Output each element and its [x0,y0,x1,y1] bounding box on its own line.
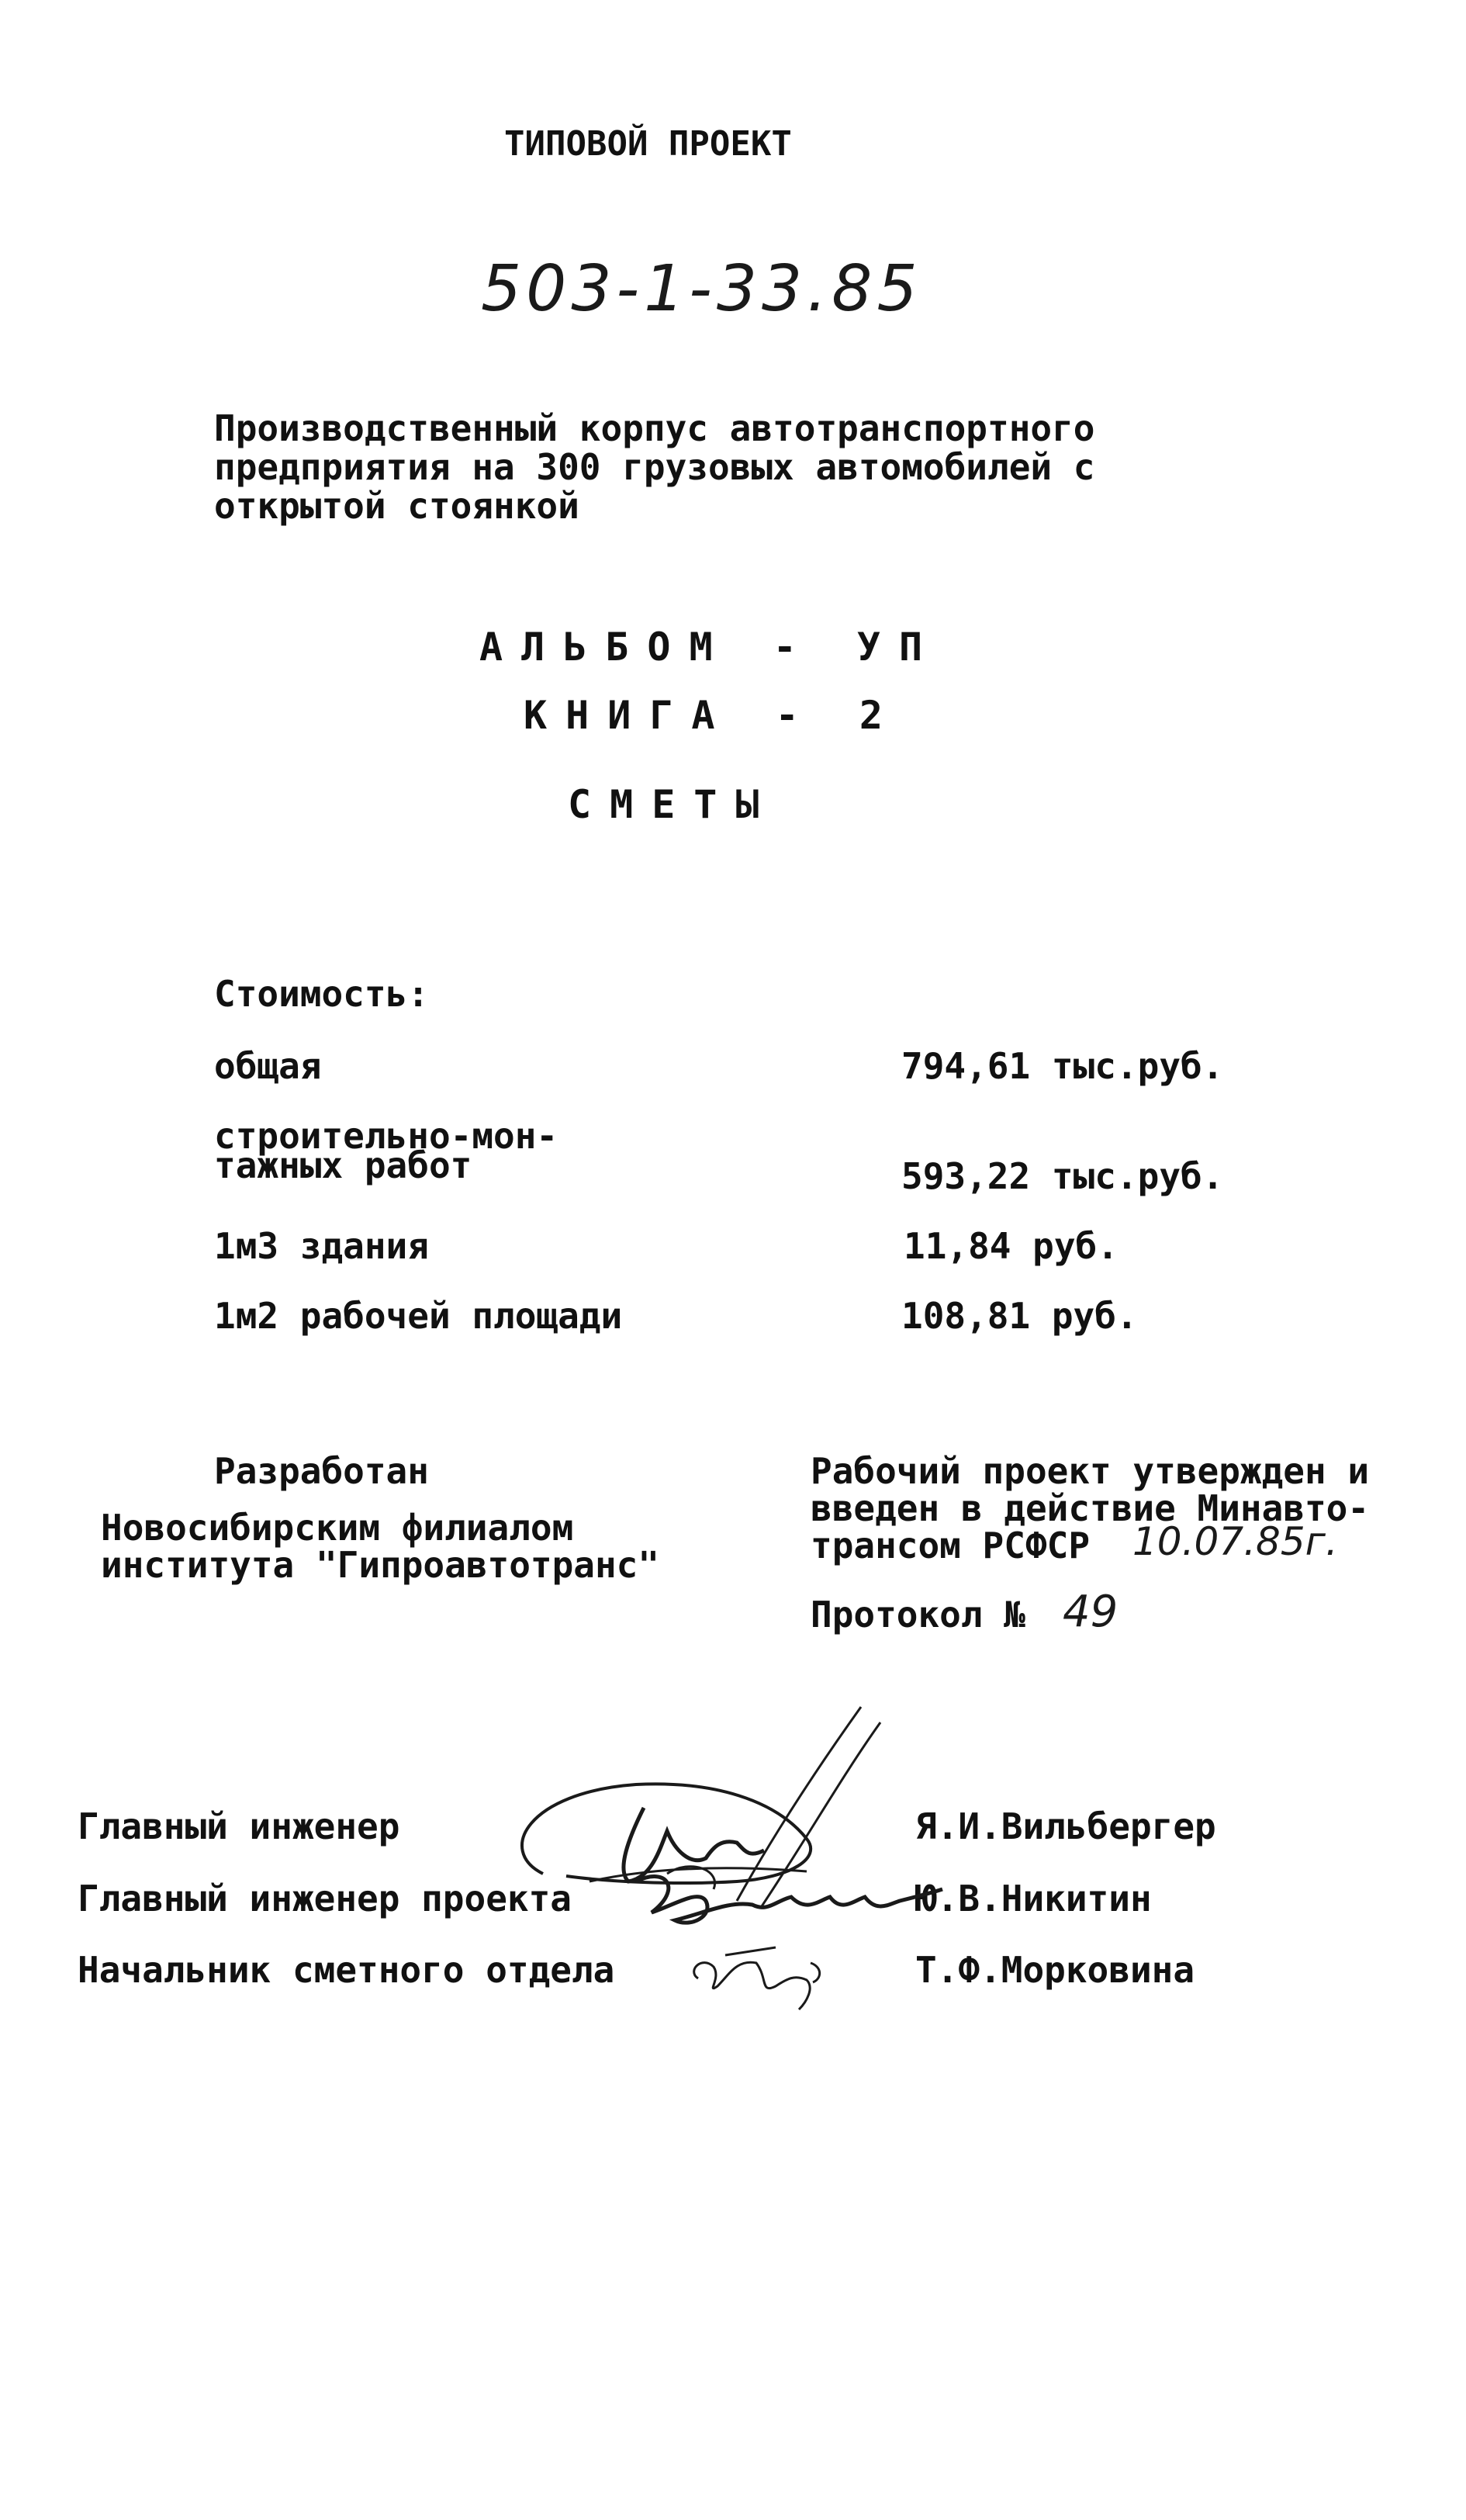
role-head-estimate-dept: Начальник сметного отдела [78,1949,615,1991]
name-head-estimate-dept: Т.Ф.Морковина [915,1949,1195,1991]
cost-value-total: 794,61 тыс.руб. [901,1045,1224,1087]
cost-value-construction: 593,22 тыс.руб. [901,1155,1224,1197]
cost-label-per-m3: 1м3 здания [214,1225,429,1267]
protocol-label: Протокол № [811,1594,1025,1636]
developer-line-2: института "Гипроавтотранс" [101,1544,660,1586]
title-line-1: Производственный корпус автотранспортного [214,407,1095,449]
album-label: АЛЬБОМ - УП [479,625,942,670]
section-label: СМЕТЫ [568,782,778,827]
protocol-number: 49 [1063,1587,1119,1637]
name-chief-project-engineer: Ю.В.Никитин [915,1878,1152,1919]
developer-line-1: Новосибирским филиалом [101,1507,574,1549]
cost-label-per-m2: 1м2 рабочей площади [214,1295,623,1337]
title-line-3: открытой стоянкой [214,485,579,527]
title-line-2: предприятия на 300 грузовых автомобилей с [214,446,1095,488]
cost-value-per-m2: 108,81 руб. [901,1295,1138,1337]
signature-chief-project-engineer [621,1858,946,1944]
role-chief-project-engineer: Главный инженер проекта [78,1878,572,1919]
project-number: 503-1-33.85 [481,252,922,326]
book-label: КНИГА - 2 [524,693,901,738]
role-chief-engineer: Главный инженер [78,1805,400,1847]
developer-heading: Разработан [214,1450,429,1492]
document-type-label: ТИПОВОЙ ПРОЕКТ [504,124,792,164]
cost-value-per-m3: 11,84 руб. [904,1225,1119,1267]
cost-label-construction: строительно-мон- тажных работ [214,1115,558,1186]
approval-line-3: трансом РСФСР [811,1525,1091,1566]
approval-line-2: введен в действие Минавто- [811,1487,1370,1529]
approval-line-1: Рабочий проект утвержден и [811,1450,1370,1492]
signature-head-estimate-dept [683,1932,838,2025]
cost-heading: Стоимость: [214,973,429,1015]
name-chief-engineer: Я.И.Вильбергер [915,1805,1216,1847]
cost-label-total: общая [214,1045,322,1087]
approval-date: 10.07.85г. [1132,1519,1338,1564]
